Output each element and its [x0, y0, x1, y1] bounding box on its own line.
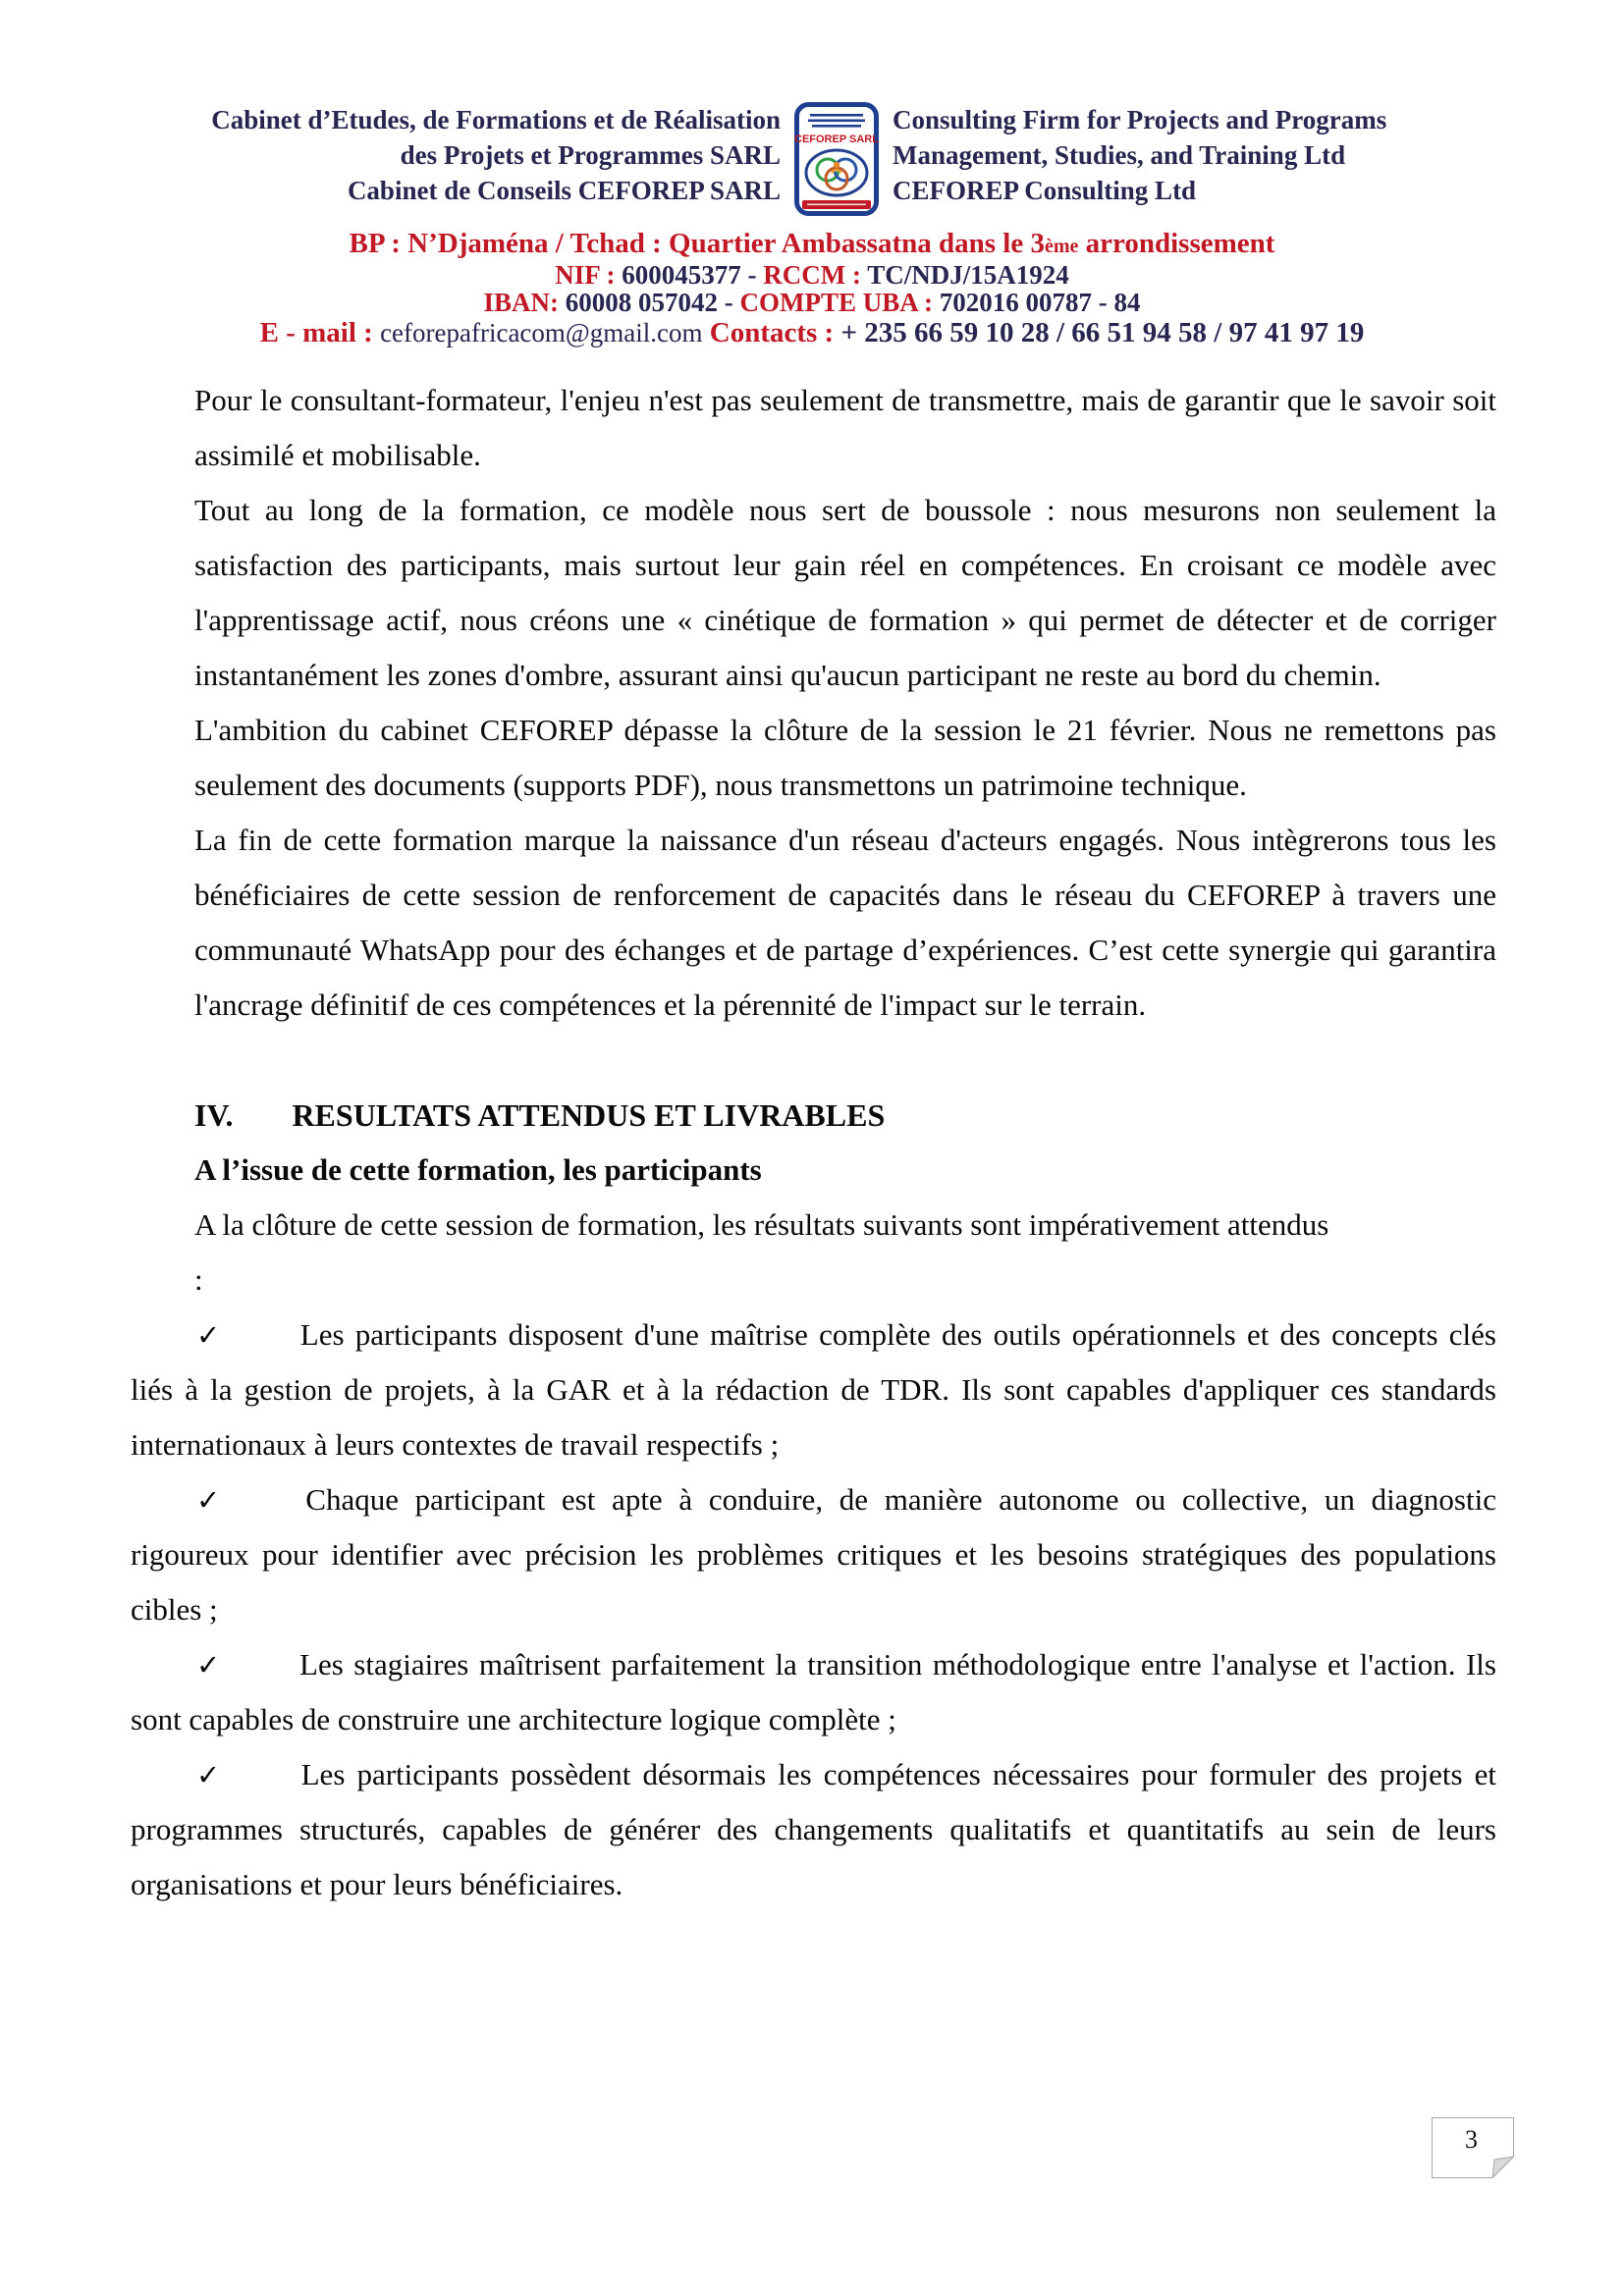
email-contacts-line: [0, 318, 1624, 347]
page-number: 3: [1465, 2125, 1478, 2154]
nif-label: NIF :: [555, 260, 623, 290]
rccm-value: TC/NDJ/15A1924: [867, 260, 1069, 290]
company-name-english: [893, 102, 1457, 208]
rccm-label: RCCM :: [763, 260, 868, 290]
colon-line: :: [194, 1262, 203, 1297]
compte-value: 702016 00787 - 84: [939, 288, 1141, 317]
address-line: [0, 229, 1624, 261]
bullet-item: [131, 1308, 1496, 1472]
separator: -: [740, 260, 764, 290]
company-name-fr-line-2: des Projets et Programmes SARL: [400, 140, 781, 170]
email-label: E - mail :: [259, 317, 381, 348]
ceforep-logo-image: [794, 102, 879, 216]
bullet-text: Les stagiaires maîtrisent parfaitement la transition méthodologique entre l'analyse et l'action. Ils sont capables de construire une architecture logique complète ;: [131, 1647, 1496, 1736]
compte-label: COMPTE UBA :: [739, 288, 940, 317]
iban-value: 60008 057042 -: [565, 288, 740, 317]
section-title: RESULTATS ATTENDUS ET LIVRABLES: [292, 1097, 886, 1133]
paragraph: Tout au long de la formation, ce modèle nous sert de boussole : nous mesurons non seulement la satisfaction des participants, mais surtout leur gain réel en compétences. En croisant ce modèle avec l'apprentissage actif, nous créons une « cinétique de formation » qui permet de détecter et de corriger instantanément les zones d'ombre, assurant ainsi qu'aucun participant ne reste au bord du chemin.: [194, 493, 1496, 692]
checkmark-icon: ✓: [196, 1483, 230, 1517]
intro-sentence: A la clôture de cette session de formation, les résultats suivants sont impérativement attendus: [194, 1207, 1329, 1242]
checkmark-icon: ✓: [196, 1648, 224, 1682]
address-ordinal-suffix: ème: [1044, 236, 1079, 257]
subheading: A l’issue de cette formation, les participants: [194, 1152, 762, 1187]
company-name-en-line-2: Management, Studies, and Training Ltd: [893, 140, 1346, 170]
company-name-fr-line-1: Cabinet d’Etudes, de Formations et de Réalisation: [211, 105, 781, 134]
paragraph: La fin de cette formation marque la naissance d'un réseau d'acteurs engagés. Nous intègrerons tous les bénéficiaires de cette session de renforcement de capacités dans le réseau du CEFOREP à travers une communauté WhatsApp pour des échanges et de partage d’expériences. C’est cette synergie qui garantira l'ancrage définitif de ces compétences et la pérennité de l'impact sur le terrain.: [194, 823, 1496, 1022]
address-text-end: arrondissement: [1078, 228, 1275, 259]
nif-rccm-line: [0, 261, 1624, 289]
address-text: BP : N’Djaména / Tchad : Quartier Ambassatna dans le 3: [349, 228, 1045, 259]
company-name-fr-line-3: Cabinet de Conseils CEFOREP SARL: [347, 176, 781, 205]
section-numeral: IV.: [194, 1097, 234, 1133]
company-name-french: [167, 102, 781, 208]
document-body: [131, 373, 1496, 1912]
checkmark-icon: ✓: [196, 1318, 224, 1352]
bullet-item: [131, 1747, 1496, 1912]
bullet-text: Les participants disposent d'une maîtrise complète des outils opérationnels et des concepts clés liés à la gestion de projets, à la GAR et à la rédaction de TDR. Ils sont capables d'appliquer ces standards internationaux à leurs contextes de travail respectifs ;: [131, 1317, 1496, 1462]
iban-line: [0, 289, 1624, 316]
company-name-en-line-1: Consulting Firm for Projects and Programs: [893, 105, 1387, 134]
ceforep-logo: [794, 102, 879, 221]
paragraph: L'ambition du cabinet CEFOREP dépasse la clôture de la session le 21 février. Nous ne remettons pas seulement des documents (supports PDF), nous transmettons un patrimoine technique.: [194, 713, 1496, 802]
phone-numbers: + 235 66 59 10 28 / 66 51 94 58 / 97 41 97 19: [840, 317, 1365, 348]
paragraph: Pour le consultant-formateur, l'enjeu n'est pas seulement de transmettre, mais de garantir que le savoir soit assimilé et mobilisable.: [194, 383, 1496, 472]
iban-label: IBAN:: [483, 288, 566, 317]
contacts-label: Contacts :: [702, 317, 841, 348]
bullet-item: [131, 1472, 1496, 1637]
bullet-text: Chaque participant est apte à conduire, de manière autonome ou collective, un diagnostic rigoureux pour identifier avec précision les problèmes critiques et les besoins stratégiques des populations cibles ;: [131, 1482, 1496, 1627]
logo-title-text: CEFOREP SARL: [794, 133, 879, 145]
letterhead: [0, 0, 1624, 347]
checkmark-icon: ✓: [196, 1758, 225, 1791]
bullet-text: Les participants possèdent désormais les compétences nécessaires pour formuler des projets et programmes structurés, capables de générer des changements qualitatifs et quantitatifs au sein de leurs organisations et pour leurs bénéficiaires.: [131, 1757, 1496, 1901]
company-name-en-line-3: CEFOREP Consulting Ltd: [893, 176, 1197, 205]
letterhead-top-row: [0, 102, 1624, 221]
nif-value: 600045377: [622, 260, 741, 290]
email-address[interactable]: ceforepafricacom@gmail.com: [380, 318, 703, 347]
page-number-box: [1432, 2117, 1514, 2178]
section-heading: [194, 1088, 1496, 1143]
bullet-item: [131, 1637, 1496, 1747]
